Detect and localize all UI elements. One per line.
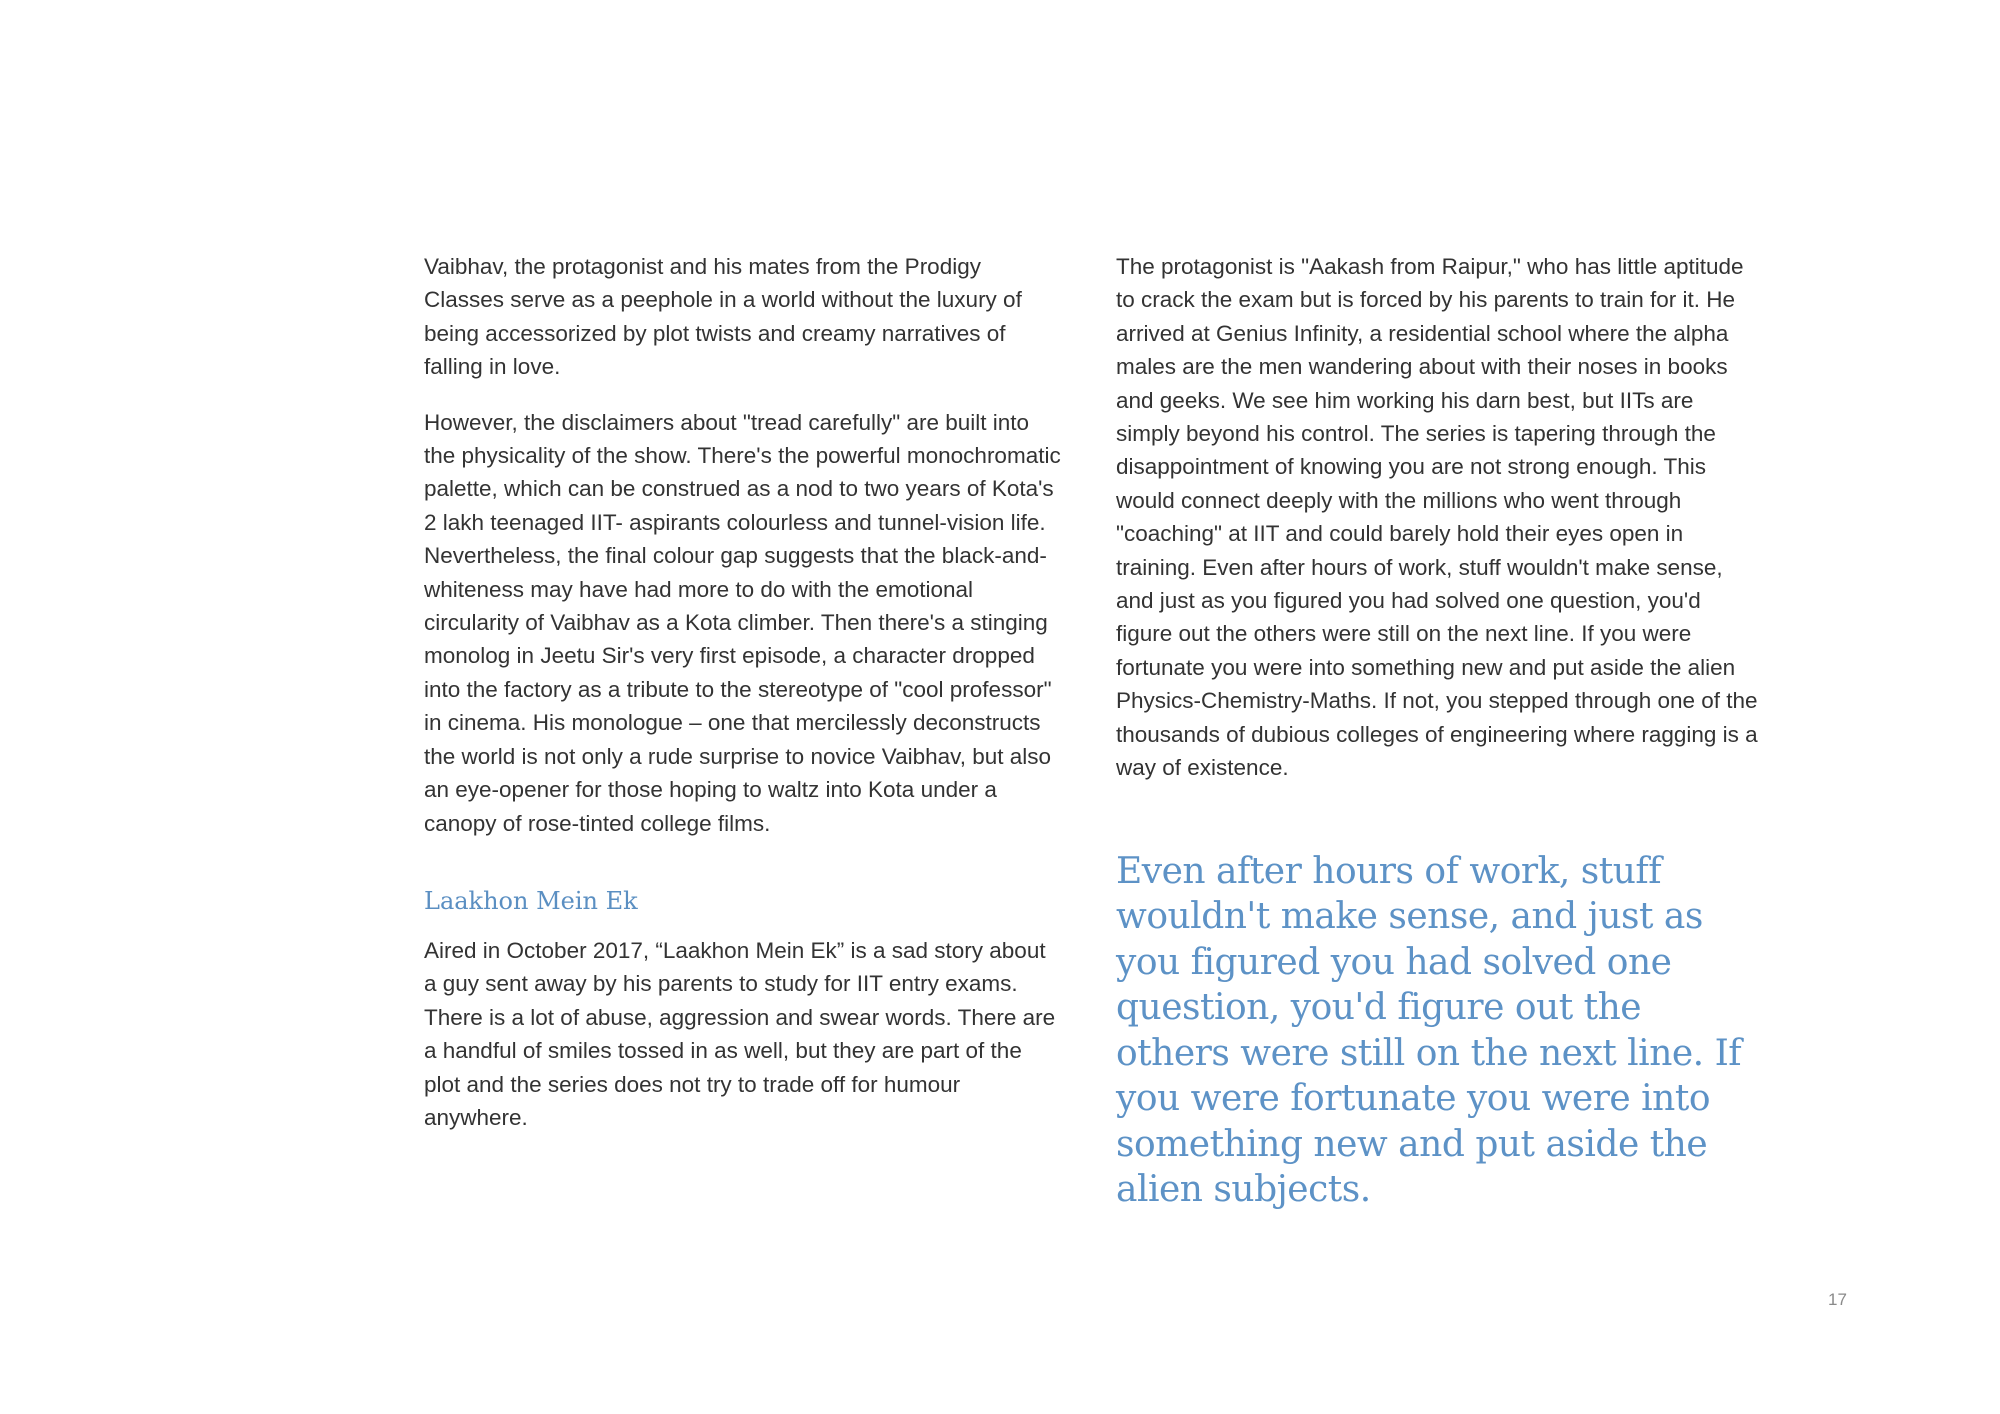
pull-quote: Even after hours of work, stuff wouldn't make sense, and just as you figured you had solved one question, you'd figure out the others were still on the next line. If you were fortunate you were into something new and put aside the alien subjects. (1116, 850, 1742, 1210)
section-heading: Laakhon Mein Ek (424, 886, 638, 915)
body-paragraph: The protagonist is "Aakash from Raipur," who has little aptitude to crack the exam but is forced by his parents to train for it. He arrived at Genius Infinity, a residential school where the alpha males are the men wandering about with their noses in books and geeks. We see him working his darn best, but IITs are simply beyond his control. The series is tapering through the disappointment of knowing you are not strong enough. This would connect deeply with the millions who went through "coaching" at IIT and could barely hold their eyes open in training. Even after hours of work, stuff wouldn't make sense, and just as you figured you had solved one question, you'd figure out the others were still on the next line. If you were fortunate you were into something new and put aside the alien Physics-Chemistry-Maths. If not, you stepped through one of the thousands of dubious colleges of engineering where ragging is a way of existence. (1116, 254, 1758, 781)
right-column (1116, 250, 1762, 1213)
body-paragraph: However, the disclaimers about "tread carefully" are built into the physicality of the show. There's the powerful monochromatic palette, which can be construed as a nod to two years of Kota's 2 lakh teenaged IIT- aspirants colourless and tunnel-vision life. Nevertheless, the final colour gap suggests that the black-and-whiteness may have had more to do with the emotional circularity of Vaibhav as a Kota climber. Then there's a stinging monolog in Jeetu Sir's very first episode, a character dropped into the factory as a tribute to the stereotype of "cool professor" in cinema. His monologue – one that mercilessly deconstructs the world is not only a rude surprise to novice Vaibhav, but also an eye-opener for those hoping to waltz into Kota under a canopy of rose-tinted college films. (424, 409, 1061, 836)
page-number: 17 (1828, 1290, 1847, 1309)
body-paragraph: Vaibhav, the protagonist and his mates from the Prodigy Classes serve as a peephole in a world without the luxury of being accessorized by plot twists and creamy narratives of falling in love. (424, 254, 1022, 380)
left-column (424, 250, 1064, 1134)
body-paragraph: Aired in October 2017, “Laakhon Mein Ek” is a sad story about a guy sent away by his parents to study for IIT entry exams. There is a lot of abuse, aggression and swear words. There are a handful of smiles tossed in as well, but they are part of the plot and the series does not try to trade off for humour anywhere. (424, 937, 1056, 1130)
